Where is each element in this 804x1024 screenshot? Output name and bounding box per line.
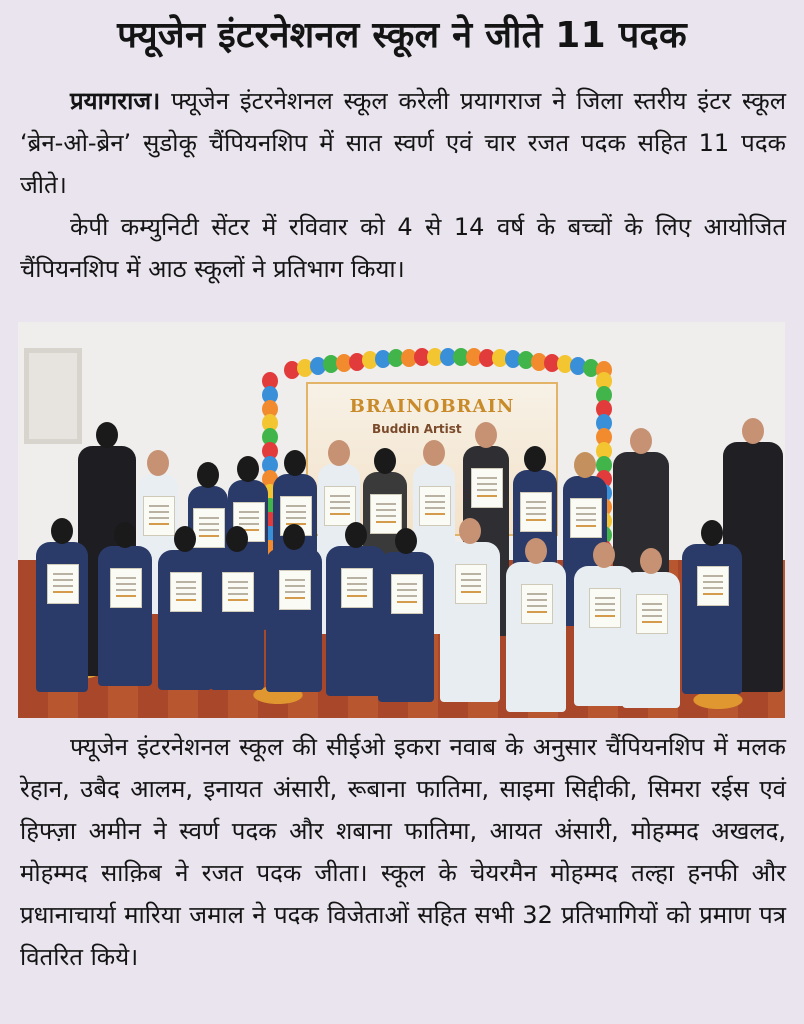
- person-head: [524, 446, 546, 472]
- person-body: [98, 546, 152, 686]
- certificate: [279, 570, 311, 610]
- certificate: [110, 568, 142, 608]
- person-head: [395, 528, 417, 554]
- person-body: [210, 550, 264, 690]
- certificate: [193, 508, 225, 548]
- person-head: [237, 456, 259, 482]
- certificate: [520, 492, 552, 532]
- certificate: [419, 486, 451, 526]
- person-head: [328, 440, 350, 466]
- photo-door: [24, 348, 82, 444]
- person-head: [114, 522, 136, 548]
- person-head: [701, 520, 723, 546]
- certificate: [391, 574, 423, 614]
- banner-subtitle: Buddin Artist: [372, 422, 462, 436]
- person-head: [374, 448, 396, 474]
- certificate: [697, 566, 729, 606]
- certificate: [521, 584, 553, 624]
- headline: फ्यूजेन इंटरनेशनल स्कूल ने जीते 11 पदक: [117, 15, 687, 56]
- certificate: [324, 486, 356, 526]
- certificate: [143, 496, 175, 536]
- person-head: [174, 526, 196, 552]
- certificate: [589, 588, 621, 628]
- person-head: [630, 428, 652, 454]
- person-head: [574, 452, 596, 478]
- dateline: प्रयागराज।: [70, 87, 161, 115]
- certificate: [341, 568, 373, 608]
- person-head: [525, 538, 547, 564]
- person-head: [475, 422, 497, 448]
- certificate: [370, 494, 402, 534]
- person-head: [345, 522, 367, 548]
- person-head: [593, 542, 615, 568]
- person-head: [459, 518, 481, 544]
- paragraph-intro-text: फ्यूजेन इंटरनेशनल स्कूल करेली प्रयागराज ने जिला स्तरीय इंटर स्कूल ‘ब्रेन-ओ-ब्रेन’ सुडोकू चैंपियनशिप में सात स्वर्ण एवं चार रजत पदक सहित 11 पदक जीते।: [20, 87, 786, 199]
- news-photo: [18, 322, 785, 718]
- certificate: [570, 498, 602, 538]
- person-head: [96, 422, 118, 448]
- person-head: [284, 450, 306, 476]
- person-head: [640, 548, 662, 574]
- person-head: [742, 418, 764, 444]
- paragraph-winners: फ्यूजेन इंटरनेशनल स्कूल की सीईओ इकरा नवाब के अनुसार चैंपियनशिप में मलक रेहान, उबैद आलम, इनायत अंसारी, रूबाना फातिमा, साइमा सिद्दीकी, सिमरा रईस एवं हिफ्ज़ा अमीन ने स्वर्ण पदक और शबाना फातिमा, आयत अंसारी, मोहम्मद अखलद, मोहम्मद साक़िब ने रजत पदक जीता। स्कूल के चेयरमैन मोहम्मद तल्हा हनफी और प्रधानाचार्या मारिया जमाल ने पदक विजेताओं सहित सभी 32 प्रतिभागियों को प्रमाण पत्र वितरित किये।: [20, 733, 786, 971]
- person-head: [283, 524, 305, 550]
- certificate: [455, 564, 487, 604]
- person-head: [423, 440, 445, 466]
- certificate: [471, 468, 503, 508]
- person-body: [622, 572, 680, 708]
- certificate: [636, 594, 668, 634]
- banner-title: BRAINOBRAIN: [349, 396, 515, 417]
- person-head: [226, 526, 248, 552]
- paragraph-venue: केपी कम्युनिटी सेंटर में रविवार को 4 से 14 वर्ष के बच्चों के लिए आयोजित चैंपियनशिप में आठ स्कूलों ने प्रतिभाग किया।: [20, 213, 786, 283]
- person-head: [51, 518, 73, 544]
- person-head: [197, 462, 219, 488]
- certificate: [47, 564, 79, 604]
- person-head: [147, 450, 169, 476]
- paragraph-intro: [20, 80, 786, 206]
- person-body: [158, 550, 212, 690]
- certificate: [222, 572, 254, 612]
- certificate: [170, 572, 202, 612]
